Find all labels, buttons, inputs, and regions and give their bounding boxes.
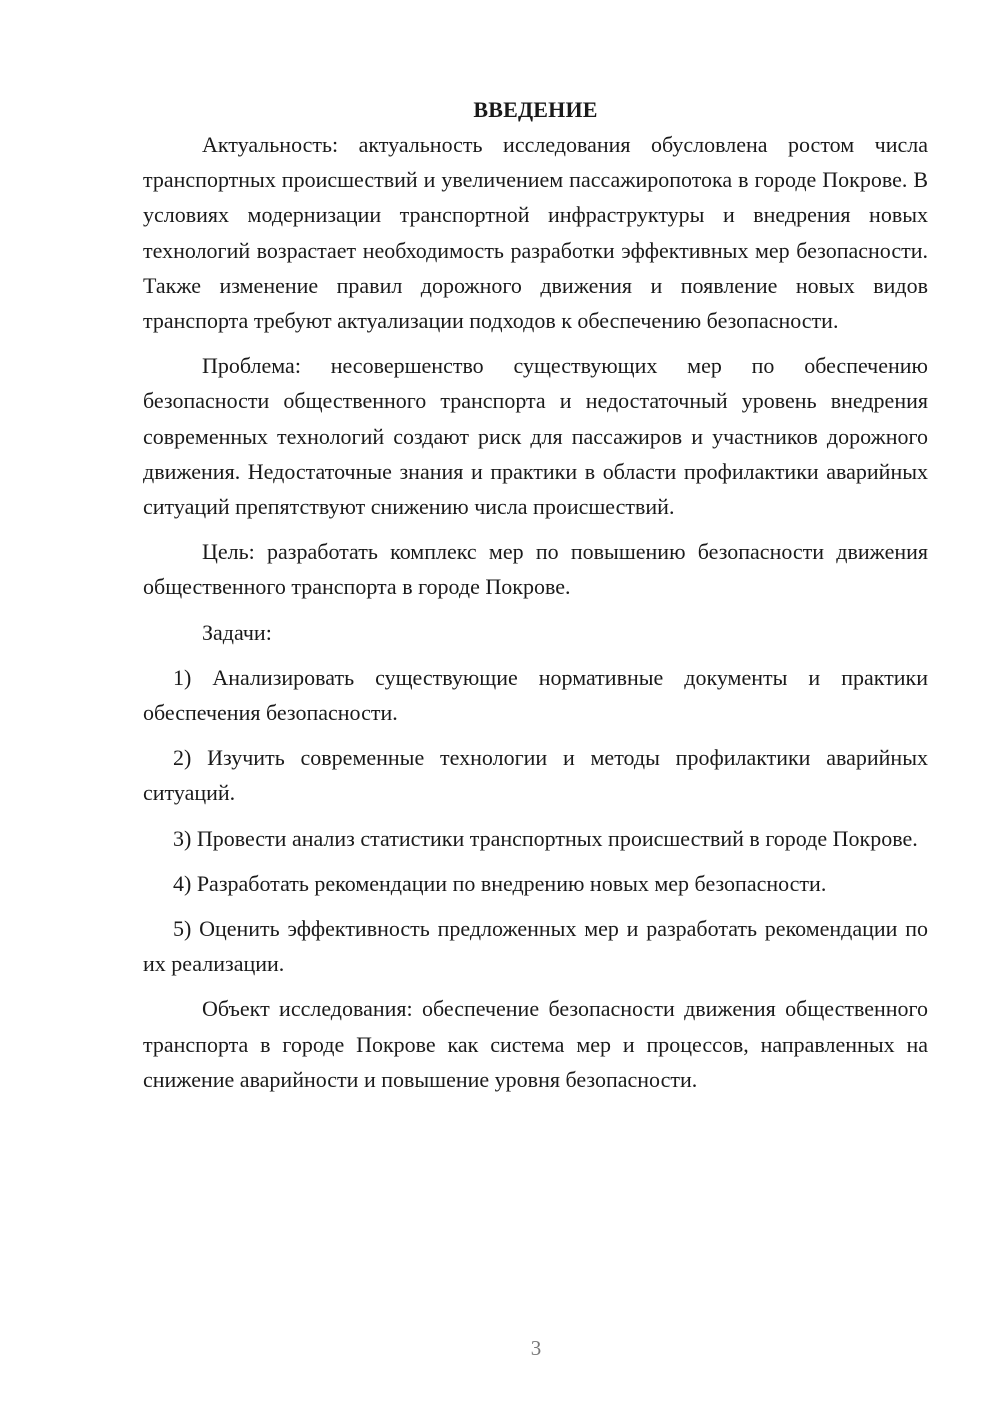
relevance-paragraph: Актуальность: актуальность исследования обусловлена ростом числа транспортных происшествий и увеличением пассажиропотока в городе Покрове. В условиях модернизации транспортной инфраструктуры и внедрения новых технологий возрастает необходимость разработки эффективных мер безопасности. Также изменение правил дорожного движения и появление новых видов транспорта требуют актуализации подходов к обеспечению безопасности.: [143, 132, 928, 334]
task-item-5: 5) Оценить эффективность предложенных мер и разработать рекомендации по их реализации.: [143, 916, 928, 977]
goal-paragraph: Цель: разработать комплекс мер по повышению безопасности движения общественного транспорта в городе Покрове.: [143, 539, 928, 600]
page-title: ВВЕДЕНИЕ: [473, 97, 598, 122]
task-item-1: 1) Анализировать существующие нормативные документы и практики обеспечения безопасности.: [143, 664, 928, 726]
task-item-4: 4) Разработать рекомендации по внедрению новых мер безопасности.: [173, 870, 827, 896]
object-paragraph: Объект исследования: обеспечение безопасности движения общественного транспорта в городе Покрове как система мер и процессов, направленных на снижение аварийности и повышение уровня безопасности.: [143, 996, 928, 1092]
tasks-label: Задачи:: [202, 619, 272, 645]
task-item-2: 2) Изучить современные технологии и методы профилактики аварийных ситуаций.: [143, 745, 928, 806]
document-page: [143, 92, 928, 1097]
task-item-3: 3) Провести анализ статистики транспортных происшествий в городе Покрове.: [173, 825, 918, 851]
tasks-list: [143, 660, 928, 982]
problem-paragraph: Проблема: несовершенство существующих мер по обеспечению безопасности общественного транспорта и недостаточный уровень внедрения современных технологий создают риск для пассажиров и участников дорожного движения. Недостаточные знания и практики в области профилактики аварийных ситуаций препятствуют снижению числа происшествий.: [143, 353, 928, 520]
page-number: 3: [530, 1336, 542, 1360]
